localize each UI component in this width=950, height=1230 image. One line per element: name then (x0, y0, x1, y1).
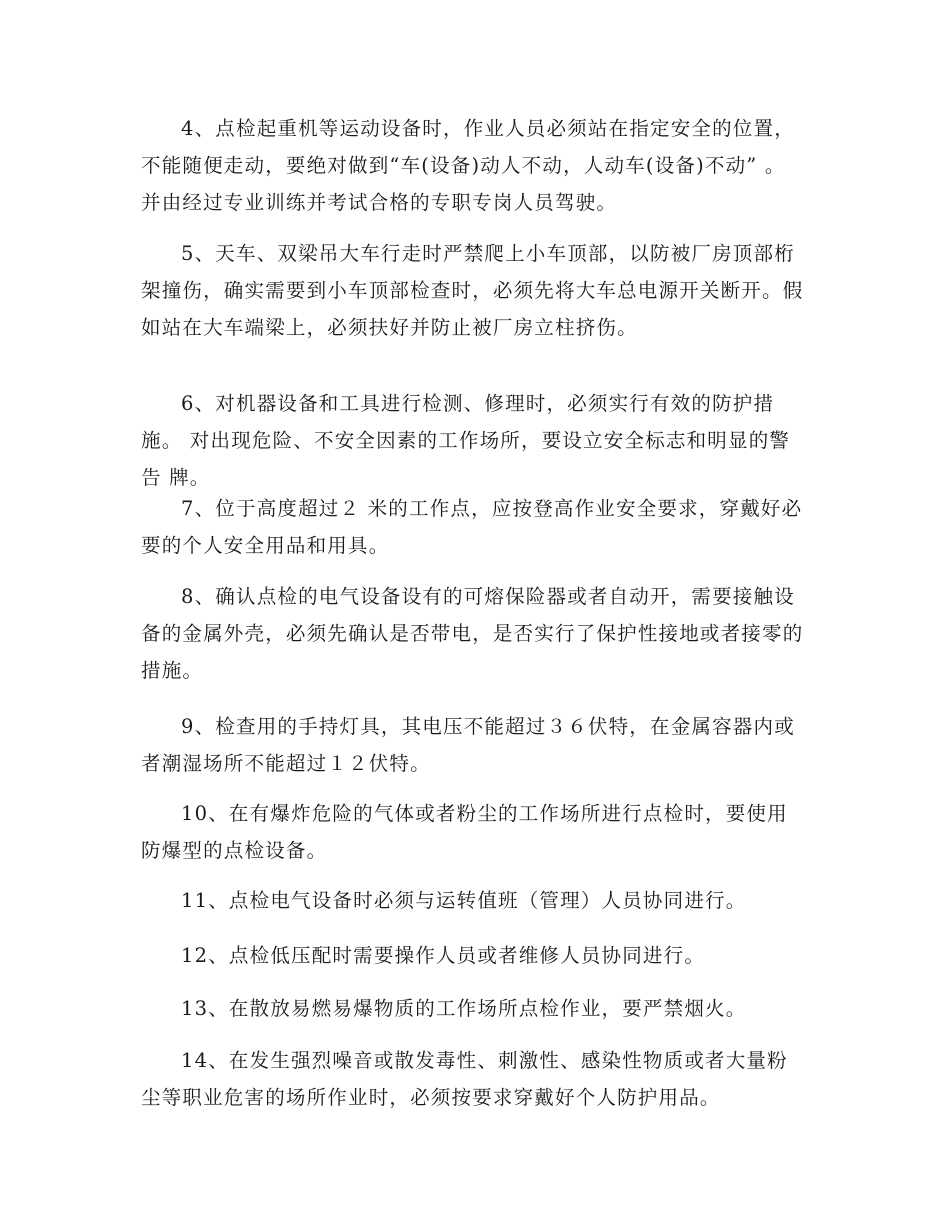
paragraph-item-11: 11、点检电气设备时必须与运转值班（管理）人员协同进行。 (181, 889, 747, 912)
paragraph-item-8: 8、确认点检的电气设备设有的可熔保险器或者自动开，需要接触设备的金属外壳，必须先确认是否带电，是否实行了保护性接地或者接零的措施。 (141, 585, 804, 682)
paragraph-item-10: 10、在有爆炸危险的气体或者粉尘的工作场所进行点检时，要使用防爆型的点检设备。 (141, 802, 788, 862)
paragraph-item-6: 6、对机器设备和工具进行检测、修理时，必须实行有效的防护措施。 对出现危险、不安全因素的工作场所，要设立安全标志和明显的警告 牌。 (141, 392, 791, 489)
paragraph-item-4: 4、点检起重机等运动设备时，作业人员必须站在指定安全的位置，不能随便走动，要绝对做到“车(设备)动人不动，人动车(设备)不动” 。并由经过专业训练并考试合格的专职专岗人员驾驶。 (141, 117, 795, 214)
paragraph-item-9: 9、检查用的手持灯具，其电压不能超过３６伏特，在金属容器内或者潮湿场所不能超过１２伏特。 (141, 715, 795, 775)
paragraph-item-14: 14、在发生强烈噪音或散发毒性、刺激性、感染性物质或者大量粉尘等职业危害的场所作业时，必须按要求穿戴好个人防护用品。 (141, 1049, 788, 1109)
paragraph-item-12: 12、点检低压配时需要操作人员或者维修人员协同进行。 (181, 944, 706, 967)
paragraph-item-13: 13、在散放易燃易爆物质的工作场所点检作业，要严禁烟火。 (181, 997, 747, 1020)
paragraph-item-7: 7、位于高度超过２ 米的工作点，应按登高作业安全要求，穿戴好必要的个人安全用品和用具。 (141, 497, 803, 557)
paragraph-item-5: 5、天车、双梁吊大车行走时严禁爬上小车顶部，以防被厂房顶部桁架撞伤，确实需要到小车顶部检查时，必须先将大车总电源开关断开。假如站在大车端梁上，必须扶好并防止被厂房立柱挤伤。 (141, 242, 804, 339)
